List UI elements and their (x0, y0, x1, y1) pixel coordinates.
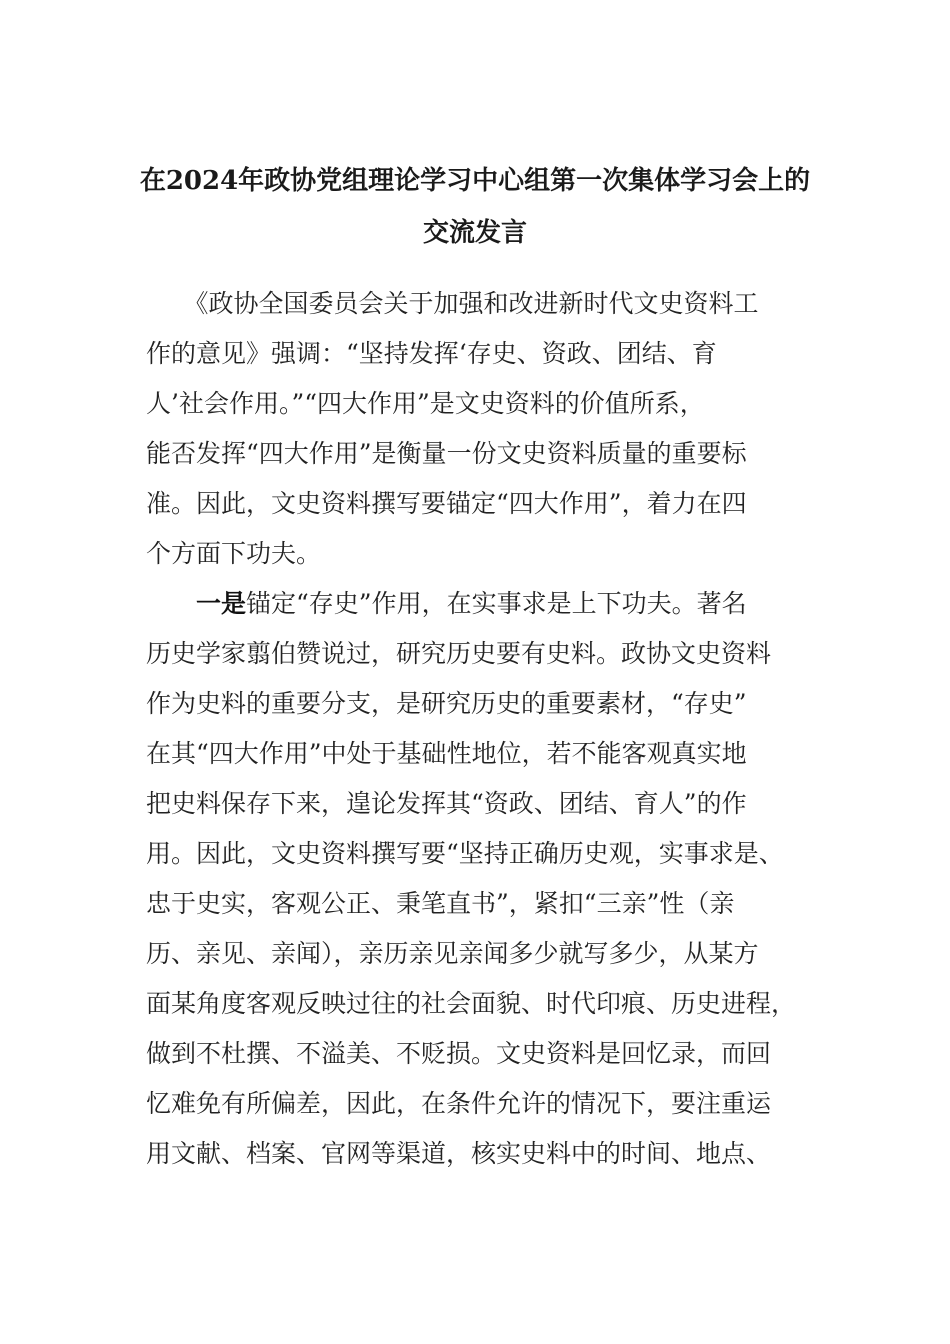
text-line: 人’社会作用。”“四大作用”是文史资料的价值所系， (146, 389, 705, 418)
text-line-lead (146, 579, 806, 629)
text-line: 个方面下功夫。 (146, 539, 322, 568)
text-line: 做到不杜撰、不溢美、不贬损。文史资料是回忆录，而回 (146, 1039, 772, 1068)
text-line: 历史学家翦伯赞说过，研究历史要有史料。政协文史资料 (146, 639, 772, 668)
text-line: 作的意见》强调：“坚持发挥‘存史、资政、团结、育 (146, 339, 717, 368)
text-line: 忠于史实，客观公正、秉笔直书”，紧扣“三亲”性（亲 (146, 889, 735, 918)
text-line: 用。因此，文史资料撰写要“坚持正确历史观，实事求是、 (146, 839, 784, 868)
text-line: 面某角度客观反映过往的社会面貌、时代印痕、历史进程， (146, 989, 797, 1018)
text-line: 忆难免有所偏差，因此，在条件允许的情况下，要注重运 (146, 1089, 772, 1118)
document-title-line-2: 交流发言 (422, 218, 527, 248)
lead-rest: 锚定“存史”作用，在实事求是上下功夫。著名 (246, 589, 747, 618)
text-line: 历、亲见、亲闻），亲历亲见亲闻多少就写多少，从某方 (146, 939, 759, 968)
lead-bold-marker: 一是 (196, 589, 247, 618)
text-line: 用文献、档案、官网等渠道，核实史料中的时间、地点、 (146, 1139, 772, 1168)
text-line: 《政协全国委员会关于加强和改进新时代文史资料工 (146, 289, 759, 318)
text-line: 作为史料的重要分支，是研究历史的重要素材，“存史” (146, 689, 747, 718)
lead-indent (146, 589, 196, 618)
text-line: 准。因此，文史资料撰写要锚定“四大作用”，着力在四 (146, 489, 747, 518)
document-title-line-1: 在2024年政协党组理论学习中心组第一次集体学习会上的 (139, 166, 811, 196)
text-line: 把史料保存下来，遑论发挥其“资政、团结、育人”的作 (146, 789, 747, 818)
text-line: 能否发挥“四大作用”是衡量一份文史资料质量的重要标 (146, 439, 747, 468)
text-line: 在其“四大作用”中处于基础性地位，若不能客观真实地 (146, 739, 747, 768)
